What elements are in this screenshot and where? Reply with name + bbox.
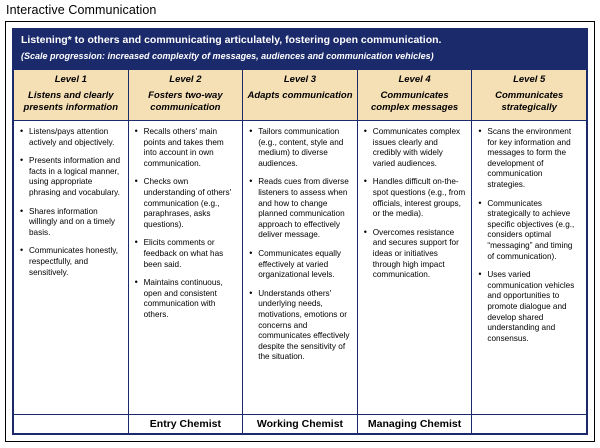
level-behaviors-2 bbox=[128, 121, 243, 415]
level-header-4 bbox=[357, 70, 472, 121]
level-descriptor-4: Communicates complex messages bbox=[371, 90, 459, 113]
definition-text: Listening* to others and communicating articulately, fostering open communication. bbox=[21, 34, 442, 46]
role-footer-row bbox=[14, 415, 587, 434]
levels-table bbox=[13, 69, 587, 434]
bullet-list-3 bbox=[245, 127, 353, 363]
level-descriptor-1: Listens and clearly presents information bbox=[23, 90, 119, 113]
list-item: • Communicates strategically to achieve specific objectives (e.g., considers optimal “messaging” and timing of communication). bbox=[487, 199, 580, 263]
level-number-4: Level 4 bbox=[398, 74, 431, 85]
list-item: • Reads cues from diverse listeners to assess when and how to change planned communication approach to effectively deliver message. bbox=[258, 177, 351, 241]
bullet-list-1 bbox=[16, 127, 124, 278]
scale-progression-text: (Scale progression: increased complexity of messages, audiences and communication vehicles) bbox=[21, 51, 434, 61]
level-header-3 bbox=[243, 70, 358, 121]
list-item: • Tailors communication (e.g., content, style and medium) to diverse audiences. bbox=[258, 127, 351, 169]
level-header-2 bbox=[128, 70, 243, 121]
list-item: • Communicates equally effectively at varied organizational levels. bbox=[258, 249, 351, 281]
level-behaviors-5 bbox=[472, 121, 587, 415]
list-item: • Listens/pays attention actively and objectively. bbox=[29, 127, 122, 148]
list-item: • Handles difficult on-the-spot questions (e.g., from officials, interest groups, or the media). bbox=[373, 177, 466, 219]
list-item: • Communicates complex issues clearly and credibly with widely varied audiences. bbox=[373, 127, 466, 169]
list-item: • Overcomes resistance and secures support for ideas or initiatives through high impact communication. bbox=[373, 228, 466, 281]
level-behaviors-1 bbox=[14, 121, 129, 415]
level-header-5 bbox=[472, 70, 587, 121]
list-item: • Maintains continuous, open and consistent communication with others. bbox=[144, 278, 237, 320]
bullet-list-4 bbox=[360, 127, 468, 281]
definition-banner bbox=[13, 29, 587, 69]
level-header-1 bbox=[14, 70, 129, 121]
competency-table-frame bbox=[5, 21, 595, 442]
list-item: • Checks own understanding of others' communication (e.g., paraphrases, asks questions). bbox=[144, 177, 237, 230]
role-cell-1 bbox=[14, 415, 129, 434]
competency-table-inner bbox=[12, 28, 588, 435]
role-cell-4 bbox=[357, 415, 472, 434]
levels-header-row bbox=[14, 70, 587, 121]
list-item: • Scans the environment for key information and messages to form the development of communication strategies. bbox=[487, 127, 580, 191]
level-number-2: Level 2 bbox=[169, 74, 202, 85]
level-number-5: Level 5 bbox=[513, 74, 546, 85]
page-title: Interactive Communication bbox=[6, 3, 157, 17]
list-item: • Presents information and facts in a logical manner, using appropriate phrasing and vocabulary. bbox=[29, 156, 122, 198]
level-number-1: Level 1 bbox=[54, 74, 87, 85]
levels-body-row bbox=[14, 121, 587, 415]
bullet-list-5 bbox=[474, 127, 582, 344]
list-item: • Elicits comments or feedback on what has been said. bbox=[144, 238, 237, 270]
list-item: • Uses varied communication vehicles and opportunities to promote dialogue and develop shared understanding and consensus. bbox=[487, 270, 580, 344]
level-descriptor-2: Fosters two-way communication bbox=[148, 90, 223, 113]
level-behaviors-4 bbox=[357, 121, 472, 415]
level-behaviors-3 bbox=[243, 121, 358, 415]
level-descriptor-5: Communicates strategically bbox=[495, 90, 564, 113]
level-number-3: Level 3 bbox=[283, 74, 317, 85]
bullet-list-2 bbox=[131, 127, 239, 321]
level-descriptor-3: Adapts communication bbox=[247, 90, 353, 101]
role-cell-2 bbox=[128, 415, 243, 434]
role-label-4: Managing Chemist bbox=[367, 418, 462, 430]
list-item: • Shares information willingly and on a timely basis. bbox=[29, 207, 122, 239]
role-cell-5 bbox=[472, 415, 587, 434]
list-item: • Understands others' underlying needs, motivations, emotions or concerns and communicates effectively despite the sensitivity of the situation. bbox=[258, 289, 351, 363]
list-item: • Communicates honestly, respectfully, and sensitively. bbox=[29, 246, 122, 278]
role-cell-3 bbox=[243, 415, 358, 434]
role-label-2: Entry Chemist bbox=[149, 418, 221, 430]
list-item: • Recalls others' main points and takes them into account in own communication. bbox=[144, 127, 237, 169]
role-label-3: Working Chemist bbox=[256, 418, 344, 430]
